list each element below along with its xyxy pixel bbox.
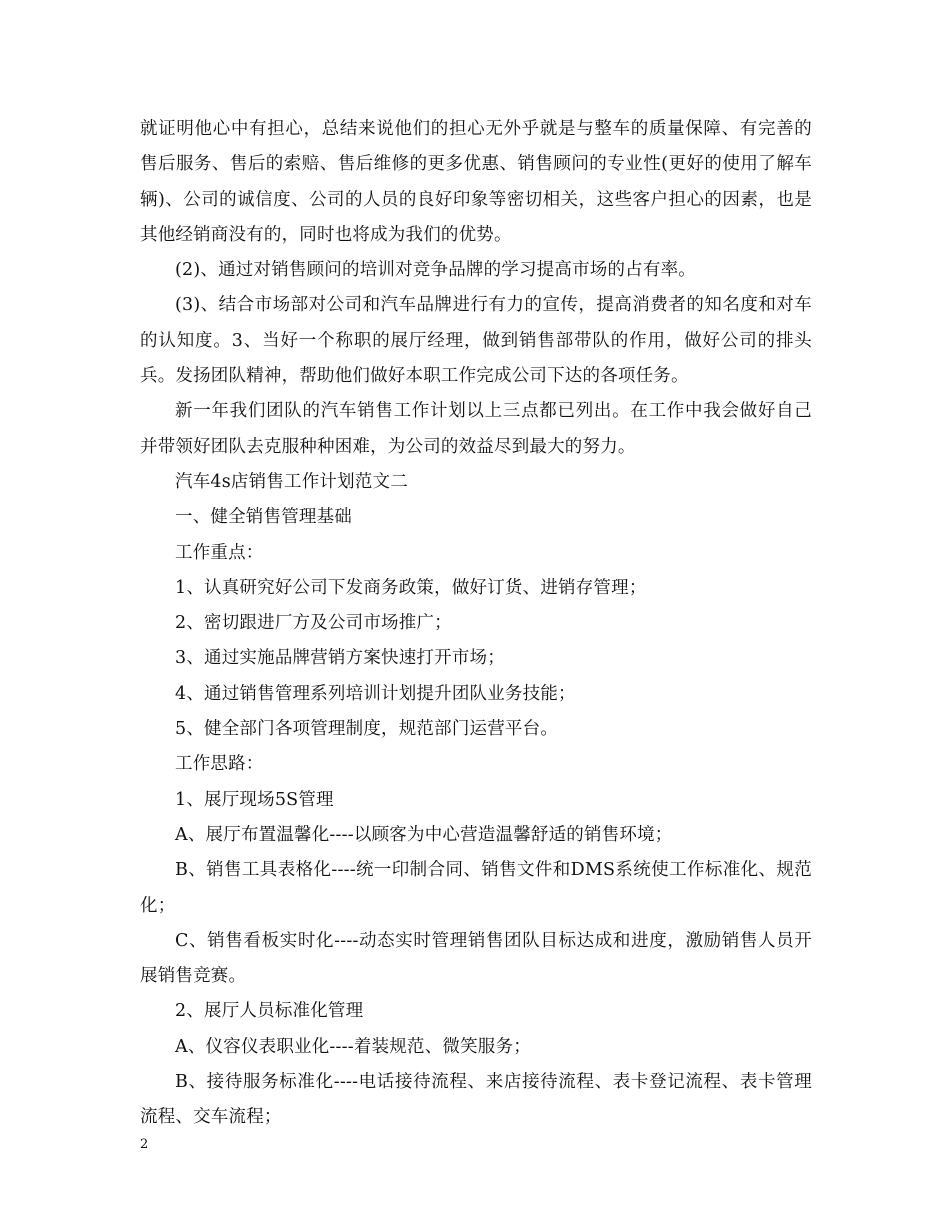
paragraph-continuation: 就证明他心中有担心，总结来说他们的担心无外乎就是与整车的质量保障、有完善的售后服务、售后的索赔、售后维修的更多优惠、销售顾问的专业性(更好的使用了解车辆)、公司的诚信度、公司的人员的良好印象等密切相关，这些客户担心的因素，也是其他经销商没有的，同时也将成为我们的优势。: [140, 119, 812, 245]
list-item-focus-5: 5、健全部门各项管理制度，规范部门运营平台。: [175, 719, 559, 740]
document-body: [140, 112, 812, 1136]
section-title: 汽车4s店销售工作计划范文二: [175, 471, 408, 492]
list-item-focus-4: 4、通过销售管理系列培训计划提升团队业务技能；: [175, 683, 576, 704]
paragraph-item-2: (2)、通过对销售顾问的培训对竞争品牌的学习提高市场的占有率。: [175, 260, 696, 281]
page-number: 2: [140, 1137, 149, 1152]
list-item-showroom-c: C、销售看板实时化----动态实时管理销售团队目标达成和进度，激励销售人员开展销售竞赛。: [140, 930, 812, 987]
list-item-focus-1: 1、认真研究好公司下发商务政策，做好订货、进销存管理；: [175, 577, 647, 598]
paragraph-item-3: (3)、结合市场部对公司和汽车品牌进行有力的宣传，提高消费者的知名度和对车的认知度。3、当好一个称职的展厅经理，做到销售部带队的作用，做好公司的排头兵。发扬团队精神，帮助他们做好本职工作完成公司下达的各项任务。: [140, 295, 812, 387]
list-item-showroom-b: B、销售工具表格化----统一印制合同、销售文件和DMS系统使工作标准化、规范化；: [140, 860, 812, 916]
list-item-showroom-a: A、展厅布置温馨化----以顾客为中心营造温馨舒适的销售环境；: [175, 824, 673, 845]
heading-work-focus: 工作重点：: [175, 542, 264, 563]
list-item-focus-2: 2、密切跟进厂方及公司市场推广；: [175, 613, 452, 634]
list-item-staff-b: B、接待服务标准化----电话接待流程、来店接待流程、表卡登记流程、表卡管理流程、交车流程；: [140, 1072, 812, 1128]
heading-sales-management: 一、健全销售管理基础: [175, 507, 352, 528]
list-item-staff-a: A、仪容仪表职业化----着装规范、微笑服务；: [175, 1036, 531, 1057]
list-item-focus-3: 3、通过实施品牌营销方案快速打开市场；: [175, 648, 505, 669]
heading-work-approach: 工作思路：: [175, 754, 264, 775]
subheading-staff-standardization: 2、展厅人员标准化管理: [175, 1001, 364, 1022]
paragraph-summary: 新一年我们团队的汽车销售工作计划以上三点都已列出。在工作中我会做好自己并带领好团队去克服种种困难，为公司的效益尽到最大的努力。: [140, 401, 812, 457]
subheading-showroom-5s: 1、展厅现场5S管理: [175, 789, 334, 810]
